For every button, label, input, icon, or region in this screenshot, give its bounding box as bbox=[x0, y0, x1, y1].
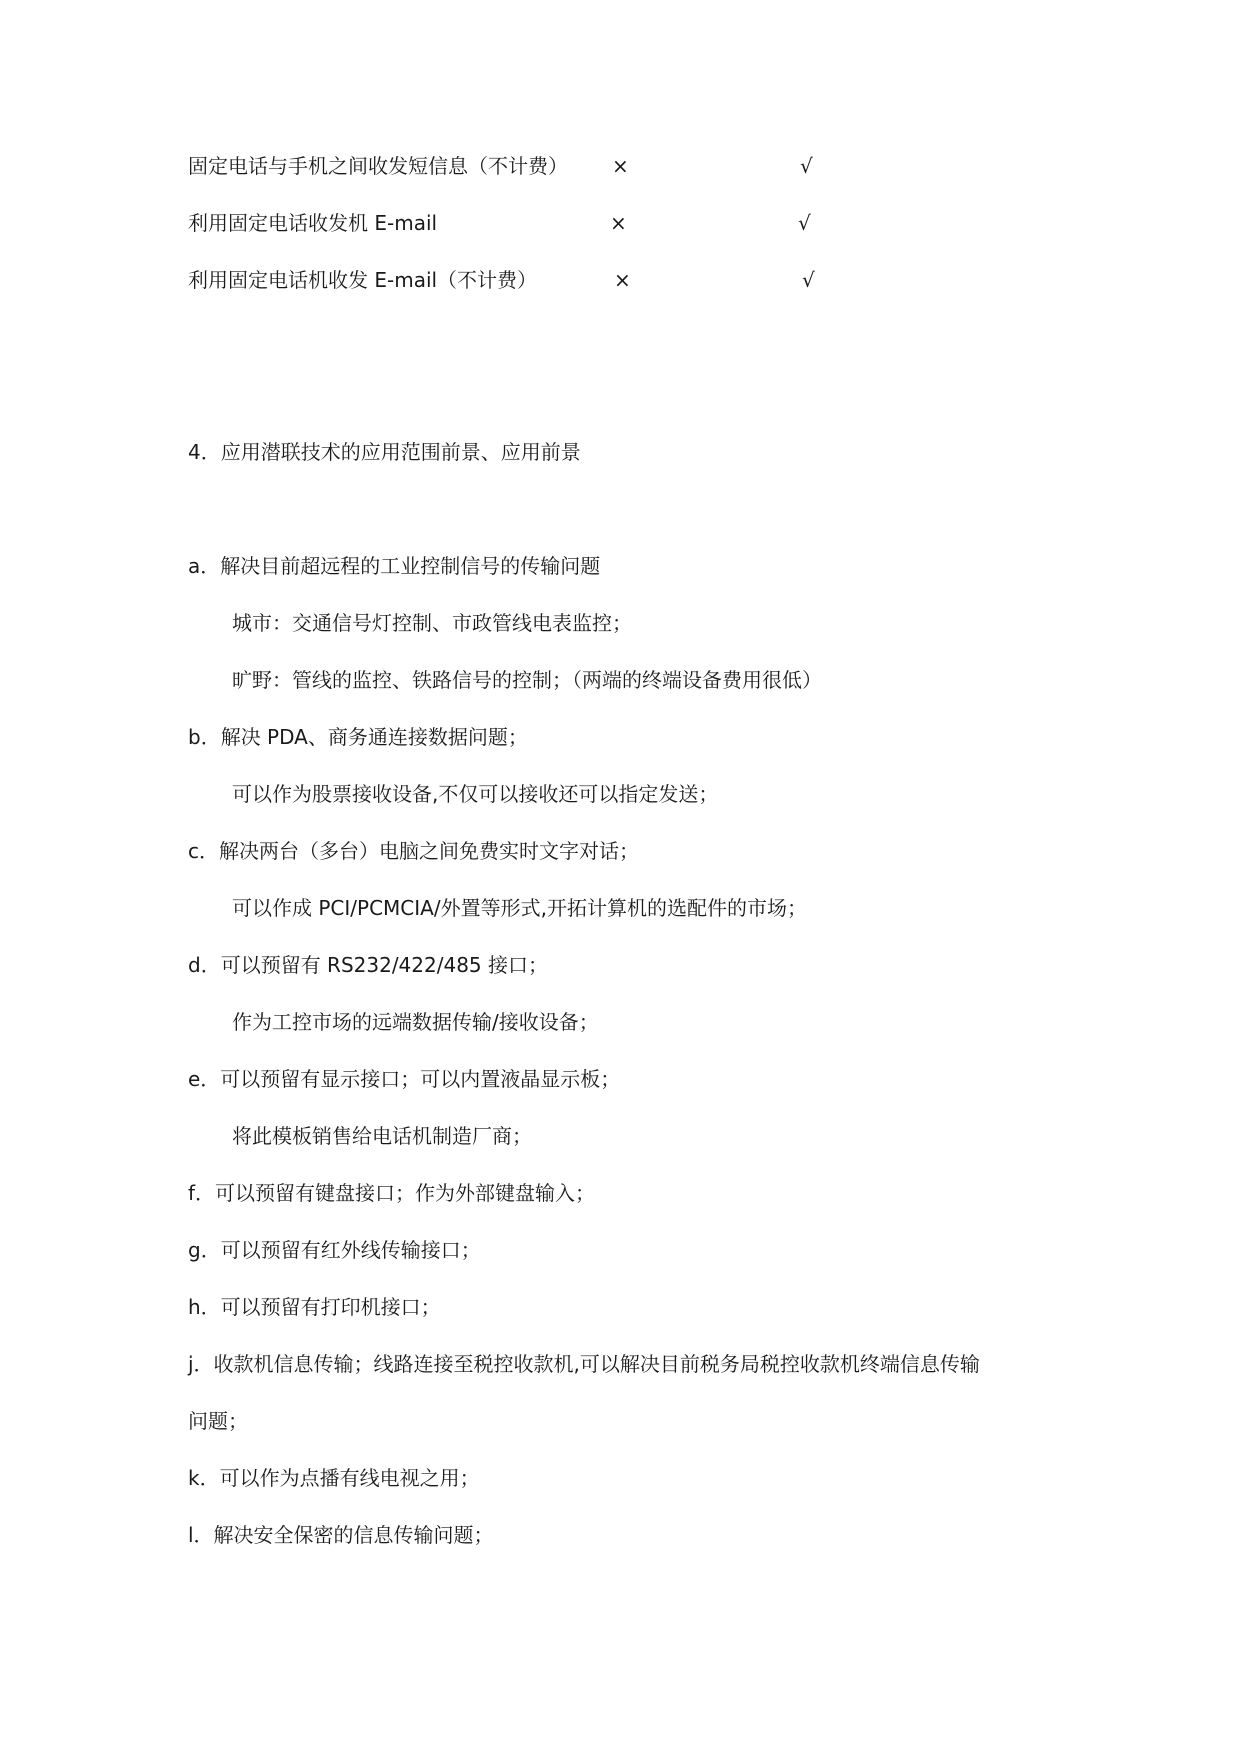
list-item-sub: 可以作为股票接收设备,不仅可以接收还可以指定发送； bbox=[232, 782, 719, 806]
list-item-c: c．解决两台（多台）电脑之间免费实时文字对话； bbox=[188, 839, 639, 863]
list-item-sub: 作为工控市场的远端数据传输/接收设备； bbox=[232, 1010, 599, 1034]
list-item-d: d．可以预留有 RS232/422/485 接口； bbox=[188, 953, 548, 977]
list-item-k: k．可以作为点播有线电视之用； bbox=[188, 1466, 480, 1490]
list-item-sub: 将此模板销售给电话机制造厂商； bbox=[232, 1124, 532, 1148]
list-item-l: l．解决安全保密的信息传输问题； bbox=[188, 1523, 494, 1547]
comparison-row-2-label: 利用固定电话收发机 E-mail bbox=[188, 211, 438, 235]
list-item-sub: 旷野：管线的监控、铁路信号的控制；（两端的终端设备费用很低） bbox=[232, 668, 822, 692]
cross-mark: × bbox=[614, 268, 631, 292]
list-item-j-continued: 问题； bbox=[188, 1409, 248, 1433]
list-item-sub: 可以作成 PCI/PCMCIA/外置等形式,开拓计算机的选配件的市场； bbox=[232, 896, 807, 920]
list-item-e: e．可以预留有显示接口；可以内置液晶显示板； bbox=[188, 1067, 621, 1091]
check-mark: √ bbox=[798, 211, 811, 235]
comparison-row-1-label: 固定电话与手机之间收发短信息（不计费） bbox=[188, 154, 568, 178]
comparison-row-3-label: 利用固定电话机收发 E-mail（不计费） bbox=[188, 268, 538, 292]
list-item-j: j．收款机信息传输；线路连接至税控收款机,可以解决目前税务局税控收款机终端信息传输 bbox=[188, 1352, 980, 1376]
list-item-h: h．可以预留有打印机接口； bbox=[188, 1295, 441, 1319]
list-item-sub: 城市：交通信号灯控制、市政管线电表监控； bbox=[232, 611, 632, 635]
check-mark: √ bbox=[800, 154, 813, 178]
check-mark: √ bbox=[802, 268, 815, 292]
list-item-b: b．解决 PDA、商务通连接数据问题； bbox=[188, 725, 528, 749]
list-item-f: f．可以预留有键盘接口；作为外部键盘输入； bbox=[188, 1181, 596, 1205]
cross-mark: × bbox=[610, 211, 627, 235]
list-item-g: g．可以预留有红外线传输接口； bbox=[188, 1238, 481, 1262]
cross-mark: × bbox=[612, 154, 629, 178]
list-item-a: a．解决目前超远程的工业控制信号的传输问题 bbox=[188, 554, 601, 578]
section-heading: 4．应用潜联技术的应用范围前景、应用前景 bbox=[188, 440, 581, 464]
